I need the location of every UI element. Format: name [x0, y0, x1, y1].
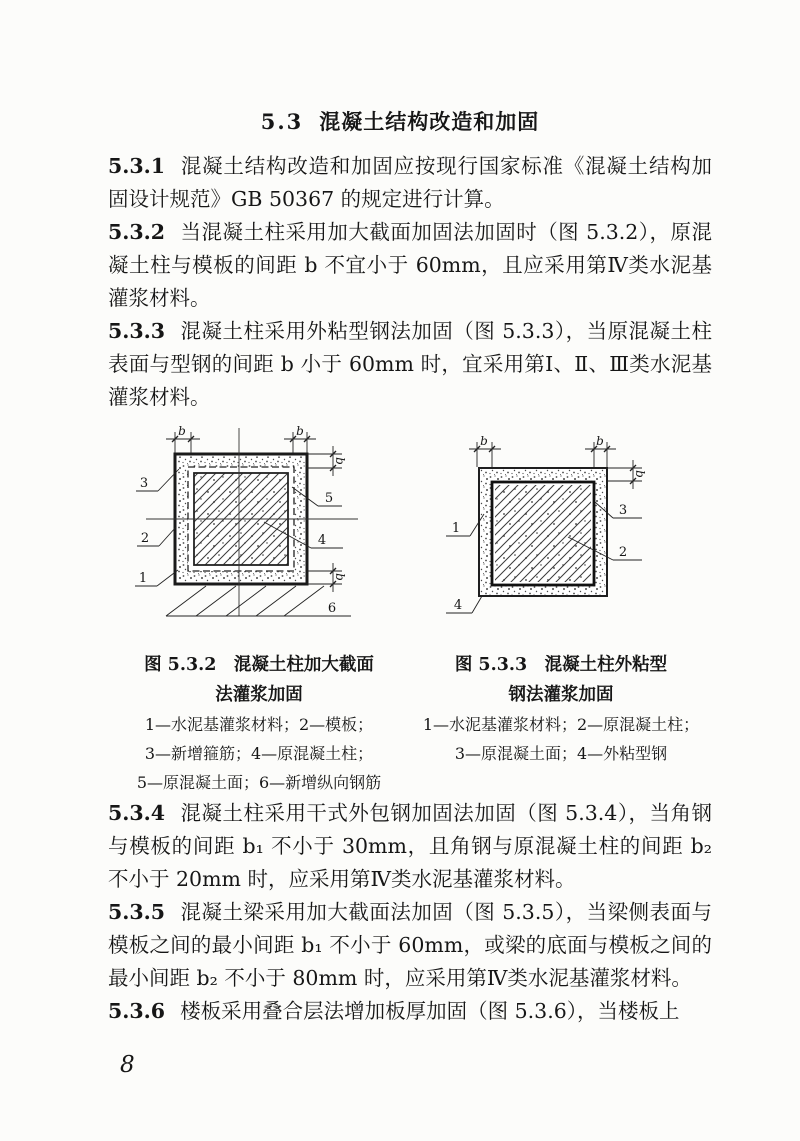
- figure-legend-line: 5—原混凝土面；6—新增纵向钢筋: [136, 773, 382, 792]
- clause-5-3-6: [108, 995, 712, 1028]
- clause-5-3-4: [108, 797, 712, 896]
- clause-5-3-2: [108, 216, 712, 315]
- dimension-label: b: [480, 434, 488, 448]
- dimension-label: b: [296, 424, 304, 438]
- section-heading: [0, 0, 800, 136]
- figure-caption-line: 图 5.3.3 混凝土柱外粘型: [454, 655, 668, 675]
- clause-number: 5.3.3: [108, 319, 166, 343]
- dimension-label: b: [633, 470, 647, 478]
- clause-number: 5.3.5: [108, 900, 166, 924]
- callout-label: 6: [327, 601, 337, 616]
- clause-text: 混凝土柱采用外粘型钢法加固（图 5.3.3），当原混凝土柱表面与型钢的间距 b 小于 60mm 时，宜采用第Ⅰ、Ⅱ、Ⅲ类水泥基灌浆材料。: [108, 319, 712, 409]
- figure-legend-line: 1—水泥基灌浆材料；2—原混凝土柱；: [422, 715, 700, 734]
- dimension-label: b: [596, 434, 604, 448]
- clause-number: 5.3.1: [108, 154, 166, 178]
- section-title: 混凝土结构改造和加固: [319, 109, 540, 134]
- callout-label: 1: [451, 521, 461, 536]
- clause-text: 楼板采用叠合层法增加板厚加固（图 5.3.6），当楼板上: [180, 999, 680, 1023]
- clause-number: 5.3.4: [108, 801, 166, 825]
- original-column-core: [492, 482, 594, 585]
- clause-5-3-5: [108, 896, 712, 995]
- callout-label: 2: [140, 531, 150, 546]
- clause-text: 混凝土梁采用加大截面法加固（图 5.3.5），当梁侧表面与模板之间的最小间距 b₁ 不小于 60mm，或梁的底面与模板之间的最小间距 b₂ 不小于 80mm 时，应采用第Ⅳ类水泥基灌浆材料。: [108, 900, 712, 990]
- clause-text: 混凝土结构改造和加固应按现行国家标准《混凝土结构加固设计规范》GB 50367 的规定进行计算。: [108, 154, 712, 211]
- figure-legend-line: 3—新增箍筋；4—原混凝土柱；: [144, 744, 374, 763]
- callout-label: 4: [317, 533, 327, 548]
- callout-label: 2: [618, 545, 628, 560]
- callout-label: 3: [139, 476, 149, 491]
- figure-captions-row: [108, 650, 712, 797]
- figure-legend-line: 3—原混凝土面；4—外粘型钢: [454, 744, 668, 763]
- figure-5-3-2-caption: [108, 650, 410, 797]
- clause-5-3-3: [108, 315, 712, 414]
- dimension-label: b: [333, 457, 347, 465]
- clause-text: 混凝土柱采用干式外包钢加固法加固（图 5.3.4），当角钢与模板的间距 b₁ 不小于 30mm，且角钢与原混凝土柱的间距 b₂ 不小于 20mm 时，应采用第Ⅳ类水泥基灌浆材料。: [108, 801, 712, 891]
- page-number: 8: [120, 1052, 135, 1078]
- dimension-label: b: [333, 573, 347, 581]
- clause-text: 当混凝土柱采用加大截面加固法加固时（图 5.3.2），原混凝土柱与模板的间距 b 不宜小于 60mm，且应采用第Ⅳ类水泥基灌浆材料。: [108, 220, 712, 310]
- figure-5-3-3-diagram: [412, 420, 708, 648]
- figure-legend-line: 1—水泥基灌浆材料；2—模板；: [144, 715, 374, 734]
- figure-5-3-3-caption: [410, 650, 712, 797]
- callout-label: 3: [618, 503, 628, 518]
- figure-caption-line: 钢法灌浆加固: [508, 685, 614, 705]
- figure-5-3-2-diagram: [116, 420, 412, 648]
- dimension-label: b: [178, 424, 186, 438]
- page-body: [108, 150, 712, 1028]
- figure-caption-line: 图 5.3.2 混凝土柱加大截面: [144, 655, 374, 675]
- callout-label: 1: [138, 571, 148, 586]
- callout-label: 5: [324, 491, 334, 506]
- clause-number: 5.3.6: [108, 999, 166, 1023]
- clause-number: 5.3.2: [108, 220, 166, 244]
- callout-label: 4: [453, 598, 463, 613]
- figures-row: [108, 420, 712, 648]
- section-number: 5.3: [260, 109, 304, 134]
- figure-caption-line: 法灌浆加固: [215, 685, 303, 705]
- clause-5-3-1: [108, 150, 712, 216]
